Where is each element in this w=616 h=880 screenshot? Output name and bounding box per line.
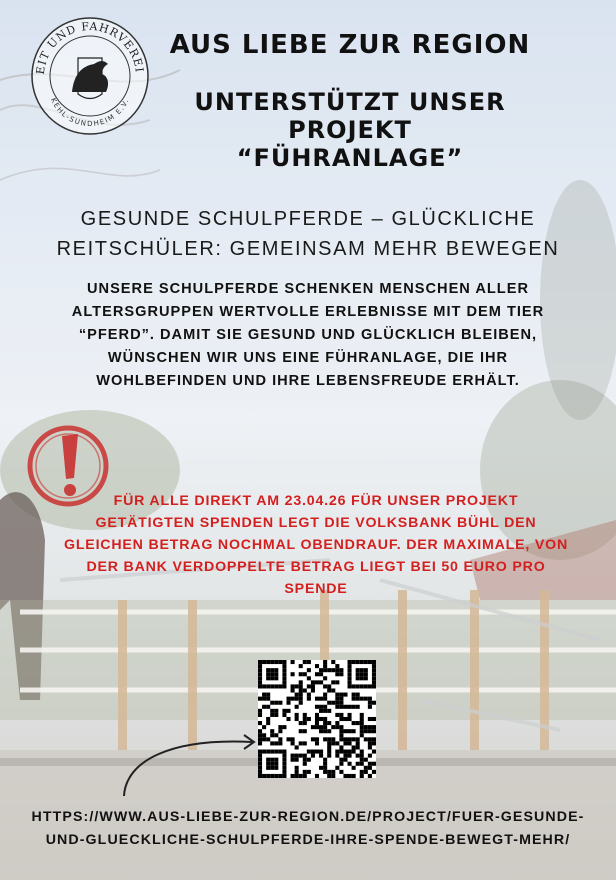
title-line-2: UNTERSTÜTZT UNSER PROJEKT	[194, 88, 506, 144]
title-line-1: AUS LIEBE ZUR REGION	[169, 30, 531, 60]
title-line-3: “FÜHRANLAGE”	[236, 144, 464, 172]
logo-name-text: EIT UND FAHRVEREI	[33, 19, 146, 76]
donation-notice: FÜR ALLE DIREKT AM 23.04.26 FÜR UNSER PROJEKT GETÄTIGTEN SPENDEN LEGT DIE VOLKSBANK BÜHL DEN GLEICHEN BETRAG NOCHMAL OBENDRAUF. DER MAXIMALE, VON DER BANK VERDOPPELTE BETRAG LIEGT BEI 50 EURO PRO SPENDE	[64, 493, 569, 597]
description-text: UNSERE SCHULPFERDE SCHENKEN MENSCHEN ALLER ALTERSGRUPPEN WERTVOLLE ERLEBNISSE MIT DEM TIER “PFERD”. DAMIT SIE GESUND UND GLÜCKLICH BLEIBEN, WÜNSCHEN WIR UNS EINE FÜHRANLAGE, DIE IHR WOHLBEFINDEN UND IHRE LEBENSFREUDE ERHÄLT.	[71, 281, 545, 389]
logo-place-text: KEHL-SUNDHEIM E.V.	[48, 96, 132, 129]
qr-code-icon[interactable]	[258, 660, 376, 778]
curved-arrow-icon	[112, 730, 272, 802]
subtitle: GESUNDE SCHULPFERDE – GLÜCKLICHE REITSCHÜLER: GEMEINSAM MEHR BEWEGEN	[56, 208, 560, 260]
project-url-link[interactable]: HTTPS://WWW.AUS-LIEBE-ZUR-REGION.DE/PROJECT/FUER-GESUNDE-UND-GLUECKLICHE-SCHULPFERDE-IHRE-SPENDE-BEWEGT-MEHR/	[31, 809, 585, 848]
